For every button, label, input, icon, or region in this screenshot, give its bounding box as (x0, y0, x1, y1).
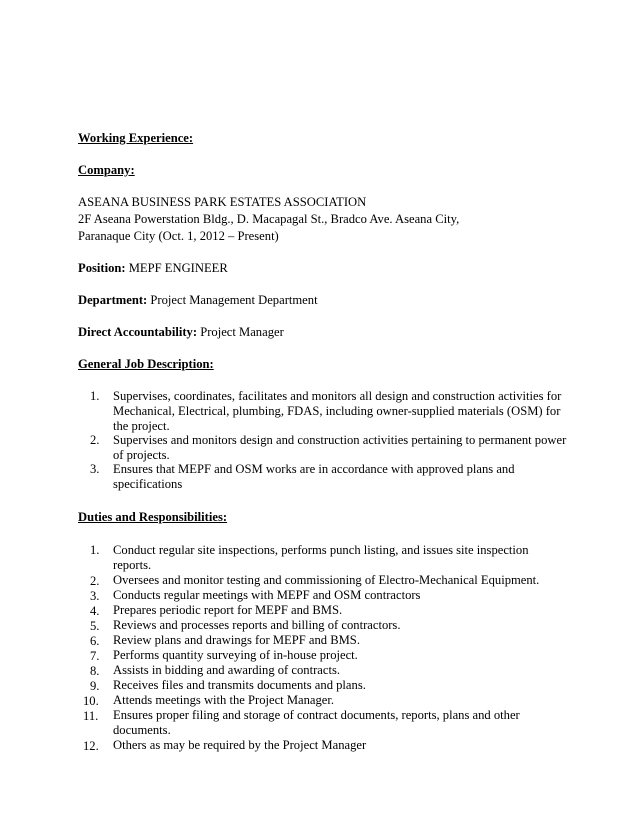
company-block (78, 195, 568, 243)
list-number: 8. (90, 664, 100, 678)
list-item-line: of projects. (113, 448, 170, 462)
list-item-line: Supervises, coordinates, facilitates and monitors all design and construction activities for (113, 389, 562, 403)
list-number: 5. (90, 619, 100, 633)
duties-heading: Duties and Responsibilities: (78, 510, 228, 524)
company-heading: Company: (78, 163, 135, 177)
accountability-row (78, 325, 568, 339)
list-item (78, 588, 568, 602)
list-item-line: Ensures that MEPF and OSM works are in accordance with approved plans and (113, 462, 515, 476)
list-item-line: documents. (113, 723, 171, 737)
list-item-line: Assists in bidding and awarding of contracts. (113, 663, 341, 677)
general-job-description-list (78, 389, 568, 491)
list-item-line: Mechanical, Electrical, plumbing, FDAS, including owner-supplied materials (OSM) for (113, 404, 561, 418)
list-number: 1. (90, 389, 100, 403)
list-item-line: Ensures proper filing and storage of contract documents, reports, plans and other (113, 708, 520, 722)
list-item (78, 663, 568, 677)
list-item (78, 693, 568, 707)
list-item-line: Supervises and monitors design and construction activities pertaining to permanent power (113, 433, 567, 447)
list-item (78, 389, 568, 433)
list-item-line: specifications (113, 477, 183, 491)
list-item-line: Receives files and transmits documents and plans. (113, 678, 366, 692)
list-item-line: Conducts regular meetings with MEPF and OSM contractors (113, 588, 421, 602)
list-number: 2. (90, 574, 100, 588)
list-number: 4. (90, 604, 100, 618)
list-number: 10. (83, 694, 99, 708)
list-number: 2. (90, 433, 100, 447)
company-name: ASEANA BUSINESS PARK ESTATES ASSOCIATION (78, 195, 367, 209)
list-number: 7. (90, 649, 100, 663)
general-job-description-heading: General Job Description: (78, 357, 214, 371)
position-row (78, 261, 568, 275)
list-item (78, 708, 568, 737)
department-value: Project Management Department (150, 293, 318, 307)
position-label: Position: (78, 261, 126, 275)
company-address-line-2: Paranaque City (Oct. 1, 2012 – Present) (78, 229, 279, 243)
list-number: 3. (90, 462, 100, 476)
list-item (78, 543, 568, 572)
list-item-line: Oversees and monitor testing and commissioning of Electro-Mechanical Equipment. (113, 573, 540, 587)
list-item (78, 633, 568, 647)
list-number: 11. (83, 709, 99, 723)
accountability-value: Project Manager (200, 325, 284, 339)
list-item-line: Review plans and drawings for MEPF and BMS. (113, 633, 360, 647)
duties-list (78, 543, 568, 752)
list-item-line: Prepares periodic report for MEPF and BMS. (113, 603, 343, 617)
list-item-line: Reviews and processes reports and billing of contractors. (113, 618, 401, 632)
list-item (78, 648, 568, 662)
list-item-line: Conduct regular site inspections, performs punch listing, and issues site inspection (113, 543, 529, 557)
list-item (78, 618, 568, 632)
list-number: 9. (90, 679, 100, 693)
list-number: 1. (90, 543, 100, 557)
list-item (78, 462, 568, 491)
position-value: MEPF ENGINEER (128, 261, 228, 275)
department-row (78, 293, 568, 307)
list-number: 12. (83, 739, 99, 753)
working-experience-heading: Working Experience: (78, 131, 194, 145)
list-item-line: Performs quantity surveying of in-house project. (113, 648, 358, 662)
list-item (78, 603, 568, 617)
list-number: 6. (90, 634, 100, 648)
list-item (78, 573, 568, 587)
list-item (78, 678, 568, 692)
department-label: Department: (78, 293, 148, 307)
list-item-line: Others as may be required by the Project Manager (113, 738, 367, 752)
list-item (78, 433, 568, 462)
resume-content (78, 131, 568, 752)
list-item-line: Attends meetings with the Project Manager. (113, 693, 335, 707)
list-item (78, 738, 568, 752)
list-item-line: the project. (113, 419, 170, 433)
accountability-label: Direct Accountability: (78, 325, 198, 339)
list-item-line: reports. (113, 558, 152, 572)
company-address-line-1: 2F Aseana Powerstation Bldg., D. Macapagal St., Bradco Ave. Aseana City, (78, 212, 460, 226)
list-number: 3. (90, 589, 100, 603)
